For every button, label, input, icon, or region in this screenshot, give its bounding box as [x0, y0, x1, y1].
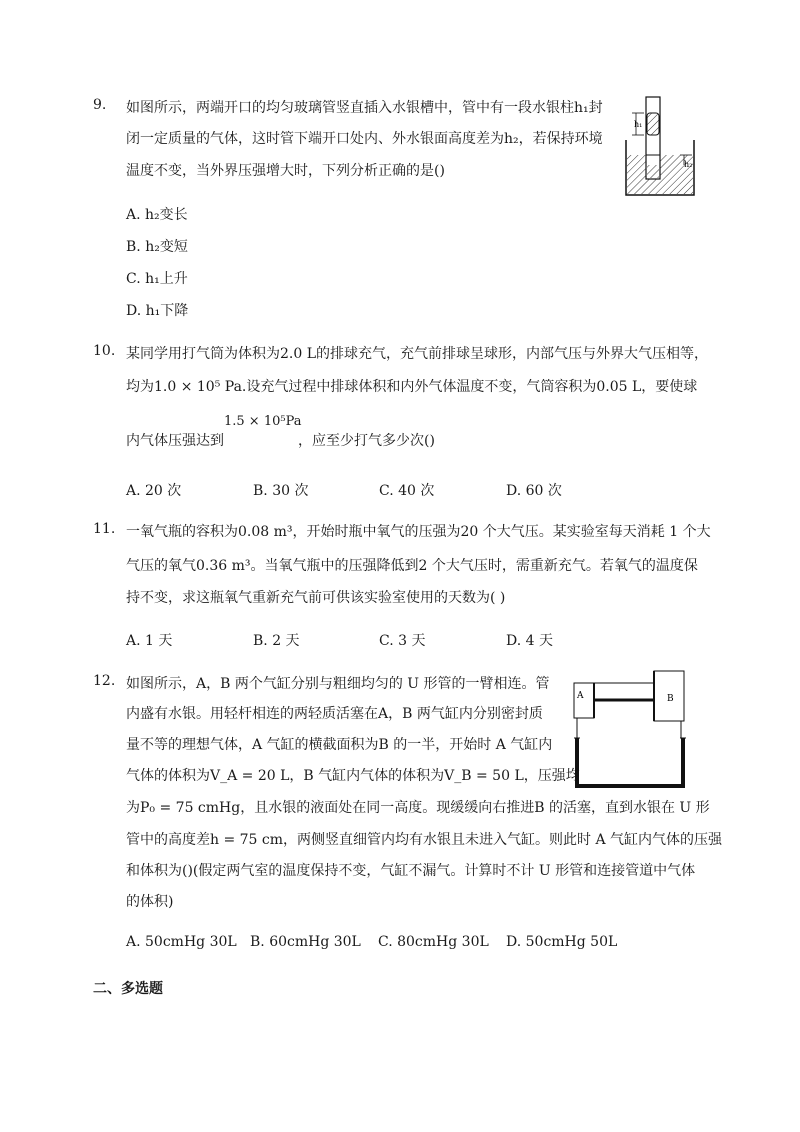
q11-option-d: D. 4 天	[506, 633, 553, 649]
q9-h2-label: h₂	[684, 160, 693, 169]
q12-option-a: A. 50cmHg 30L	[126, 934, 237, 950]
q9-text-line3: 温度不变，当外界压强增大时，下列分析正确的是()	[126, 163, 445, 179]
q11-option-c: C. 3 天	[379, 633, 426, 649]
q12-text-line5: 为P₀ = 75 cmHg，且水银的液面处在同一高度。现缓缓向右推进B 的活塞，直到水银在 U 形	[126, 800, 710, 816]
q9-figure-tube-in-mercury-trough	[620, 95, 700, 200]
q11-number: 11.	[93, 521, 116, 537]
q9-option-b: B. h₂变短	[126, 239, 188, 255]
q12-figure-cylinders-u-tube	[570, 668, 690, 790]
q11-text-line1: 一氧气瓶的容积为0.08 m³，开始时瓶中氧气的压强为20 个大气压。某实验室每天消耗 1 个大	[126, 524, 711, 540]
q12-option-c: C. 80cmHg 30L	[378, 934, 489, 950]
section-title-multiple-choice: 二、多选题	[93, 981, 163, 997]
q9-number: 9.	[93, 97, 107, 113]
q10-option-a: A. 20 次	[126, 483, 182, 499]
q12-text-line8: 的体积)	[126, 894, 174, 910]
q12-label-a: A	[577, 691, 584, 701]
q11-option-a: A. 1 天	[126, 633, 173, 649]
q12-text-line4: 气体的体积为V_A = 20 L，B 气缸内气体的体积为V_B = 50 L，压强均	[126, 768, 580, 784]
q10-option-b: B. 30 次	[253, 483, 309, 499]
q12-text-line3: 量不等的理想气体，A 气缸的横截面积为B 的一半，开始时 A 气缸内	[126, 737, 553, 753]
q10-text-line1: 某同学用打气筒为体积为2.0 L的排球充气，充气前排球呈球形，内部气压与外界大气压相等，	[126, 346, 709, 362]
q12-number: 12.	[93, 673, 116, 689]
q12-text-line6: 管中的高度差h = 75 cm，两侧竖直细管内均有水银且未进入气缸。则此时 A 气缸内气体的压强	[126, 832, 723, 848]
q12-label-b: B	[667, 694, 674, 704]
q9-text-line2: 闭一定质量的气体，这时管下端开口处内、外水银面高度差为h₂，若保持环境	[126, 131, 603, 147]
q10-text-line3c: ，应至少打气多少次()	[298, 433, 435, 449]
q9-option-d: D. h₁下降	[126, 303, 189, 319]
q11-text-line2: 气压的氧气0.36 m³。当氧气瓶中的压强降低到2 个大气压时，需重新充气。若氧气的温度保	[126, 558, 698, 574]
q10-pressure-formula: 1.5 × 10⁵Pa	[224, 414, 302, 429]
q12-option-d: D. 50cmHg 50L	[506, 934, 618, 950]
q9-option-a: A. h₂变长	[126, 207, 188, 223]
q10-text-line3a: 内气体压强达到	[126, 433, 224, 449]
q12-text-line7: 和体积为()(假定两气室的温度保持不变，气缸不漏气。计算时不计 U 形管和连接管道中气体	[126, 863, 696, 879]
q9-text-line1: 如图所示，两端开口的均匀玻璃管竖直插入水银槽中，管中有一段水银柱h₁封	[126, 100, 603, 116]
q10-option-c: C. 40 次	[379, 483, 435, 499]
q9-h1-label: h₁	[634, 120, 643, 129]
q12-text-line2: 内盛有水银。用轻杆相连的两轻质活塞在A，B 两气缸内分别密封质	[126, 706, 543, 722]
q10-number: 10.	[93, 343, 116, 359]
q11-text-line3: 持不变，求这瓶氧气重新充气前可供该实验室使用的天数为( )	[126, 590, 506, 606]
q10-option-d: D. 60 次	[506, 483, 562, 499]
q10-text-line2: 均为1.0 × 10⁵ Pa.设充气过程中排球体积和内外气体温度不变，气筒容积为0.05 L，要使球	[126, 379, 698, 395]
q12-option-b: B. 60cmHg 30L	[250, 934, 361, 950]
q12-text-line1: 如图所示，A，B 两个气缸分别与粗细均匀的 U 形管的一臂相连。管	[126, 676, 550, 692]
q11-option-b: B. 2 天	[253, 633, 300, 649]
q9-option-c: C. h₁上升	[126, 271, 188, 287]
